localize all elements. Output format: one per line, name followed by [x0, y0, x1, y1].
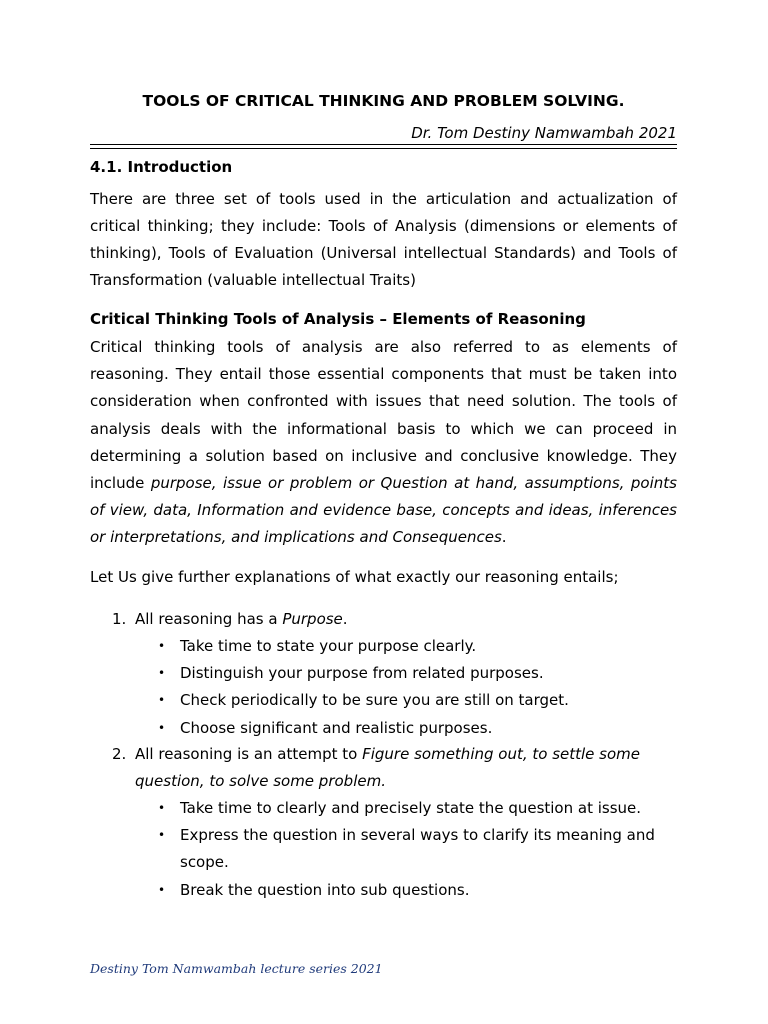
bullet-list	[90, 633, 677, 742]
item-text: All reasoning has a	[135, 610, 283, 628]
tools-heading: Critical Thinking Tools of Analysis – Elements of Reasoning	[90, 310, 586, 328]
author-line: Dr. Tom Destiny Namwambah 2021	[411, 124, 677, 142]
numbered-item-text	[90, 606, 677, 633]
numbered-list-2	[90, 741, 677, 904]
bullet-item	[90, 715, 677, 742]
header-double-rule	[90, 144, 677, 149]
bullet-text: Break the question into sub questions.	[180, 880, 470, 899]
bullet-text: Take time to clearly and precisely state the question at issue.	[180, 799, 642, 817]
bullet-item	[90, 687, 677, 714]
bullet-item	[90, 633, 677, 660]
bullet-item	[90, 877, 677, 904]
bullet-icon: •	[158, 720, 166, 735]
bullet-text: Check periodically to be sure you are still on target.	[180, 691, 569, 710]
bullet-text: Express the question in several ways to clarify its meaning and scope.	[180, 826, 655, 872]
bullet-item	[90, 660, 677, 687]
document-title: TOOLS OF CRITICAL THINKING AND PROBLEM SOLVING.	[142, 92, 625, 110]
tools-paragraph-end: .	[501, 528, 507, 547]
tools-paragraph-italic: purpose, issue or problem or Question at hand, assumptions, points of view, data, Information and evidence base, concepts and ideas, inferences or interpretations, and implications and Consequences	[90, 474, 677, 547]
bullet-icon: •	[158, 666, 166, 681]
item-number: 1.	[112, 610, 127, 628]
numbered-list-1	[90, 606, 677, 742]
page-footer: Destiny Tom Namwambah lecture series 2021	[90, 961, 383, 976]
item-after: .	[342, 610, 348, 628]
list-item	[90, 741, 677, 904]
bullet-list	[90, 795, 677, 904]
bullet-text: Take time to state your purpose clearly.	[180, 637, 477, 655]
bullet-icon: •	[158, 801, 166, 815]
bullet-icon: •	[158, 639, 166, 653]
intro-paragraph: There are three set of tools used in the articulation and actualization of critical thinking; they include: Tools of Analysis (dimensions or elements of thinking), Tools of Evaluation (Universal intellectual Standards) and Tools of Transformation (valuable intellectual Traits)	[90, 190, 677, 289]
numbered-item-text	[90, 741, 677, 795]
item-italic: Purpose	[282, 610, 343, 628]
item-italic: Figure something out, to settle some question, to solve some problem.	[135, 745, 641, 790]
intro-heading: 4.1. Introduction	[90, 158, 233, 176]
bullet-icon: •	[158, 882, 166, 897]
bullet-item	[90, 795, 677, 822]
list-item	[90, 606, 677, 742]
bullet-text: Choose significant and realistic purposes.	[180, 718, 493, 737]
item-number: 2.	[112, 745, 127, 763]
further-text: Let Us give further explanations of what exactly our reasoning entails;	[90, 568, 619, 586]
bullet-icon: •	[158, 828, 166, 843]
tools-paragraph	[90, 334, 677, 552]
bullet-icon: •	[158, 693, 166, 708]
bullet-item	[90, 822, 677, 876]
tools-paragraph-text: Critical thinking tools of analysis are also referred to as elements of reasoning. They entail those essential components that must be taken into consideration when confronted with issues that need solution. The tools of analysis deals with the informational basis to which we can proceed in determining a solution based on inclusive and conclusive knowledge. They include	[90, 338, 677, 493]
bullet-text: Distinguish your purpose from related purposes.	[180, 664, 544, 683]
item-text: All reasoning is an attempt to	[135, 745, 363, 763]
